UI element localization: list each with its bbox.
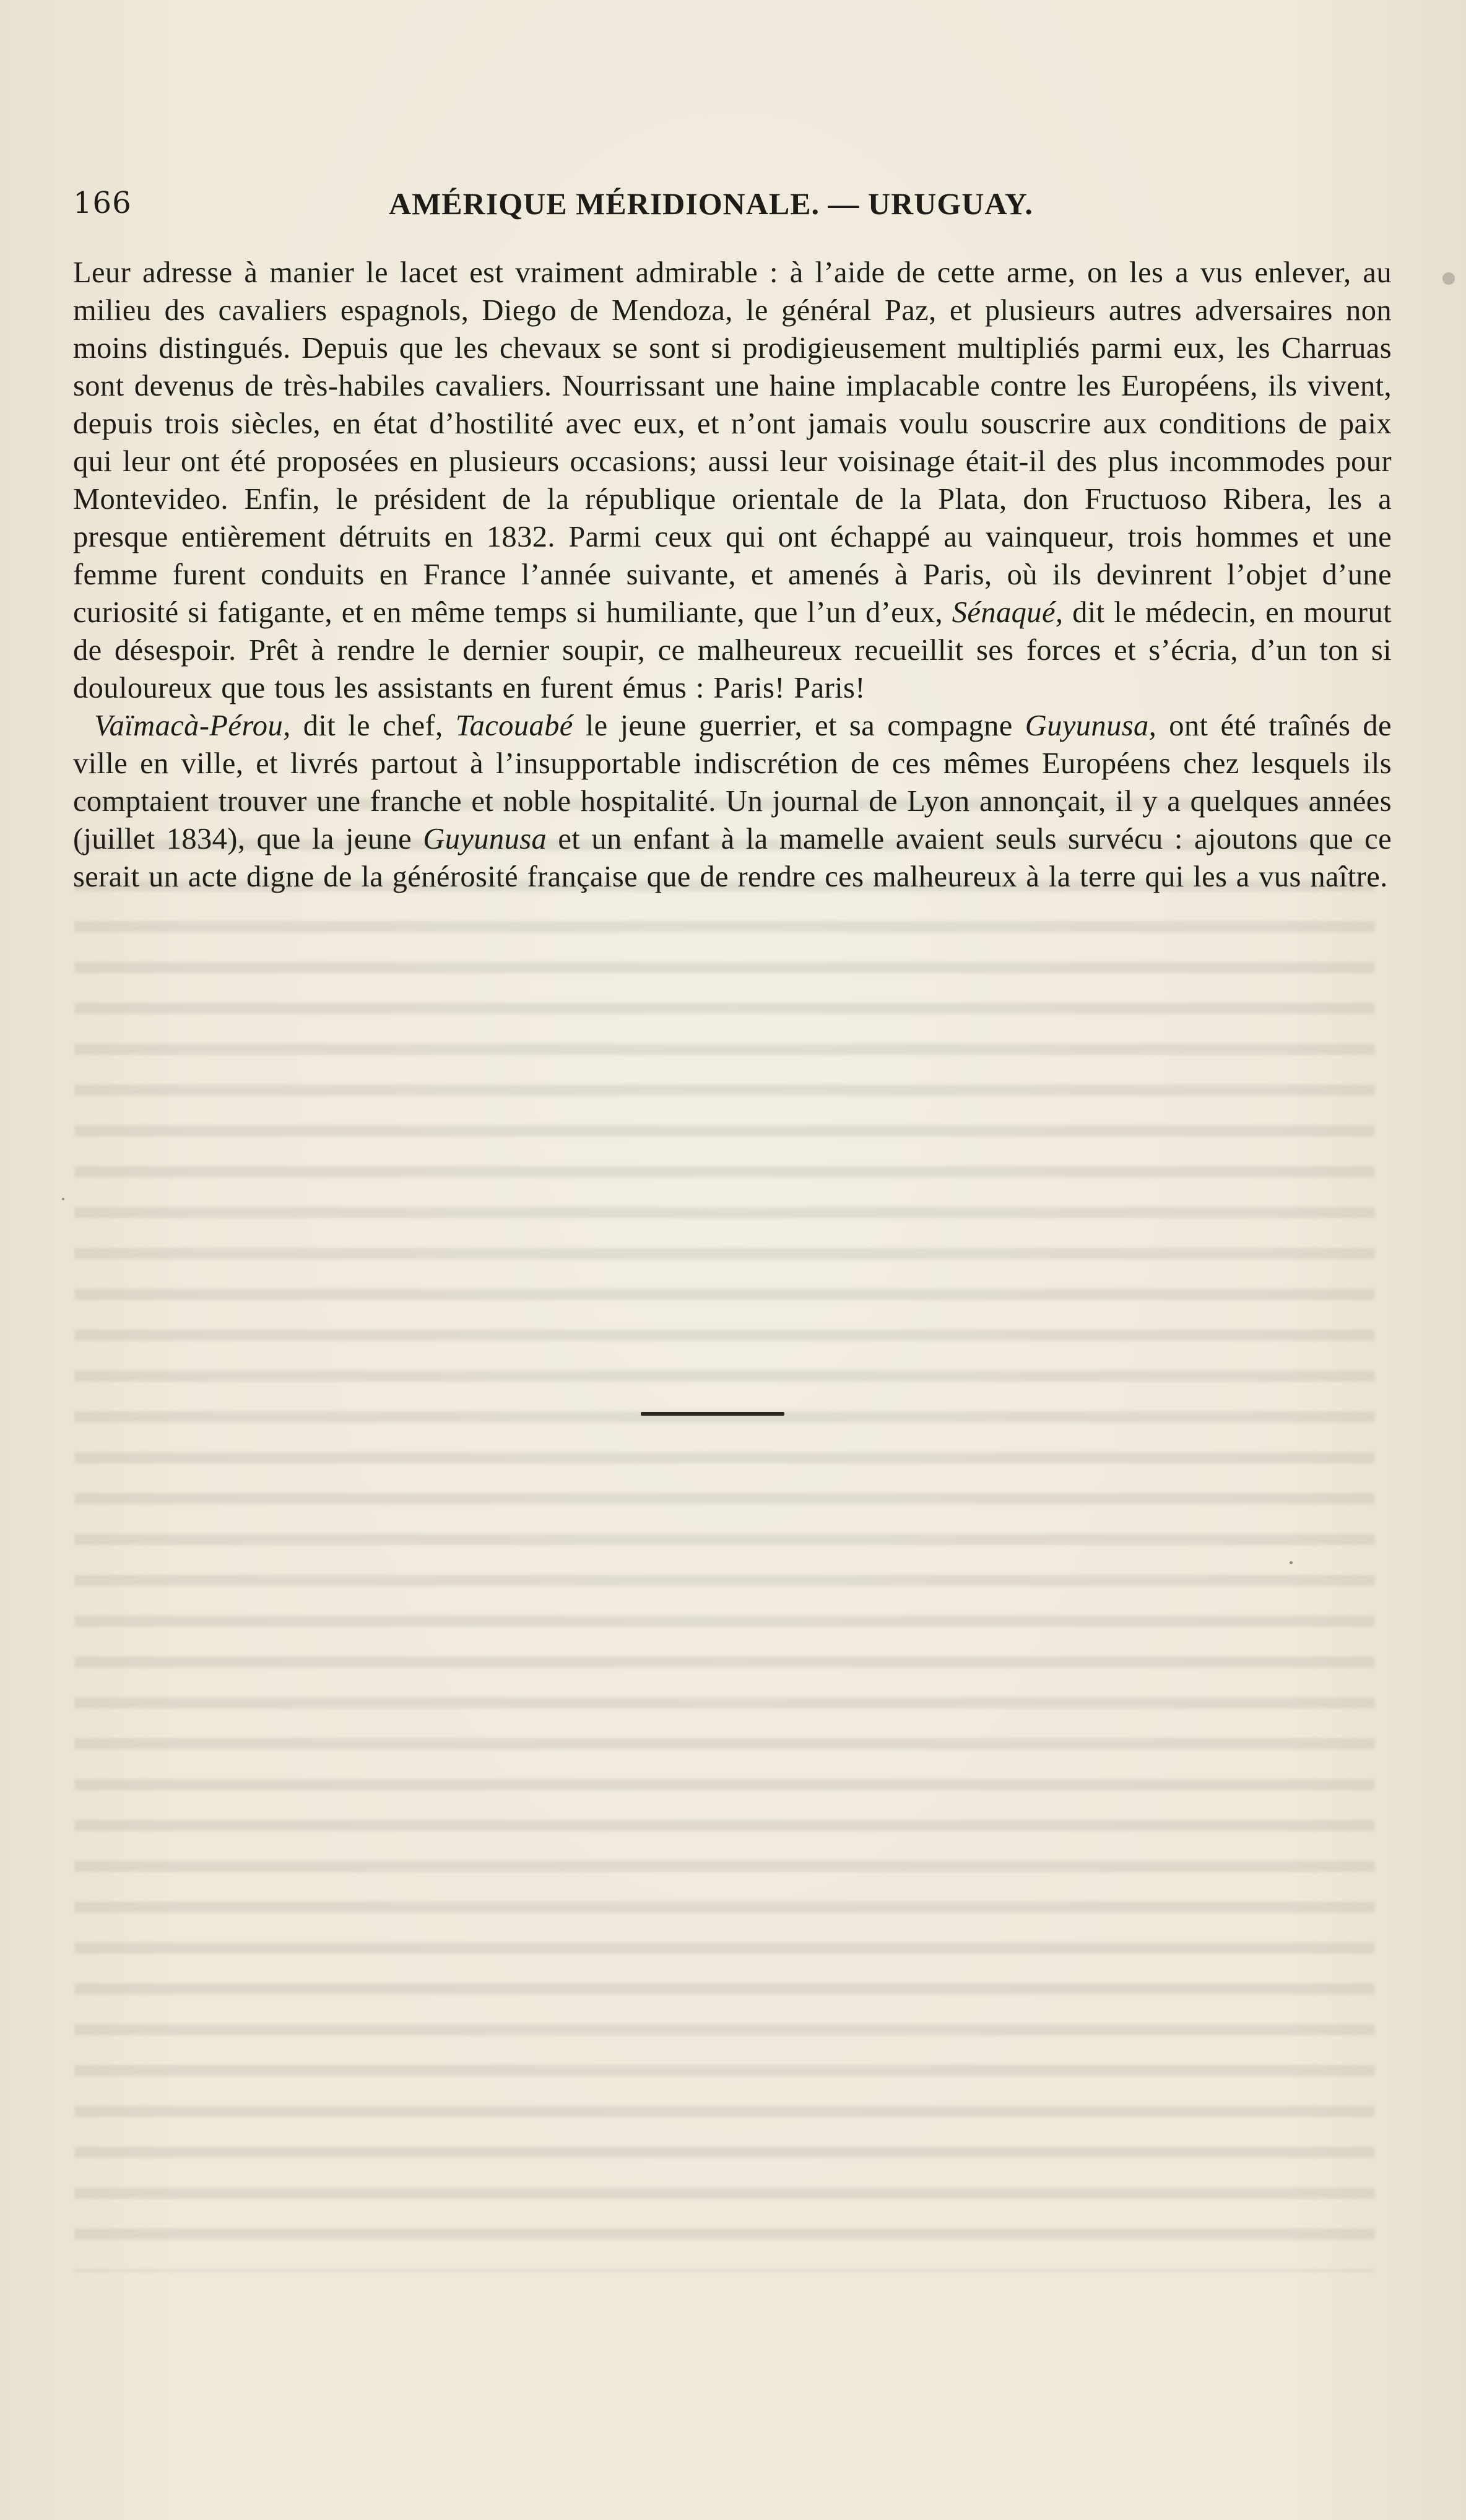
name-guyunusa: Guyunusa,: [1025, 709, 1157, 742]
paragraph-1-text-b: dit le médecin, en mourut de désespoir. Prêt à rendre le dernier soupir, ce malheureux recueillit ses forces et s’écria, d’un ton si douloureux que tous les assistants en furent émus : Paris! Paris!: [73, 596, 1392, 704]
paragraph-2-text-d: et un enfant à la mamelle avaient seuls survécu : ajoutons que ce serait un acte digne de la générosité française que de rendre ces malheureux à la terre qui les a vus naître.: [73, 823, 1392, 893]
paragraph-1-text-a: Leur adresse à manier le lacet est vraiment admirable : à l’aide de cette arme, on les a vus enlever, au milieu des cavaliers espagnols, Diego de Mendoza, le général Paz, et plusieurs autres adversaires non moins distingués. Depuis que les chevaux se sont si prodigieusement multipliés parmi eux, les Charruas sont devenus de très-habiles cavaliers. Nourrissant une haine implacable contre les Européens, ils vivent, depuis trois siècles, en état d’hostilité avec eux, et n’ont jamais voulu souscrire aux conditions de paix qui leur ont été proposées en plusieurs occasions; aussi leur voisinage était-il des plus incommodes pour Montevideo. Enfin, le président de la république orientale de la Plata, don Fructuoso Ribera, les a presque entièrement détruits en 1832. Parmi ceux qui ont échappé au vainqueur, trois hommes et une femme furent conduits en France l’année suivante, et amenés à Paris, où ils devinrent l’objet d’une curiosité si fatigante, et en même temps si humiliante, que l’un d’eux,: [73, 256, 1392, 629]
paper-speck: [62, 1198, 64, 1200]
name-senaque: Sénaqué,: [952, 596, 1064, 629]
page-title: AMÉRIQUE MÉRIDIONALE. — URUGUAY.: [389, 186, 1033, 221]
paragraph-2-text-c: ont été traînés de ville en ville, et livrés partout à l’insupportable indiscrétion de ces mêmes Européens chez lesquels ils comptaient trouver une franche et noble hospitalité. Un journal de Lyon annonçait, il y a quelques années (juillet 1834), que la jeune: [73, 709, 1392, 855]
paragraph-2-text-a: dit le chef,: [290, 709, 456, 742]
paragraph-2-text-b: le jeune guerrier, et sa compagne: [573, 709, 1025, 742]
name-guyunusa-2: Guyunusa: [423, 823, 547, 855]
name-tacouabe: Tacouabé: [455, 709, 573, 742]
running-head: [73, 186, 1393, 229]
paragraph-1: [73, 254, 1392, 707]
page-number: 166: [73, 186, 132, 220]
paper-speck: [1442, 272, 1455, 285]
name-vaimaca-perou: Vaïmacà-Pérou,: [94, 709, 291, 742]
paragraph-2: [73, 707, 1392, 896]
paper-speck: [1290, 1561, 1293, 1564]
body-text: [73, 254, 1392, 896]
end-rule: [641, 1412, 784, 1416]
show-through-text: [74, 799, 1374, 2272]
